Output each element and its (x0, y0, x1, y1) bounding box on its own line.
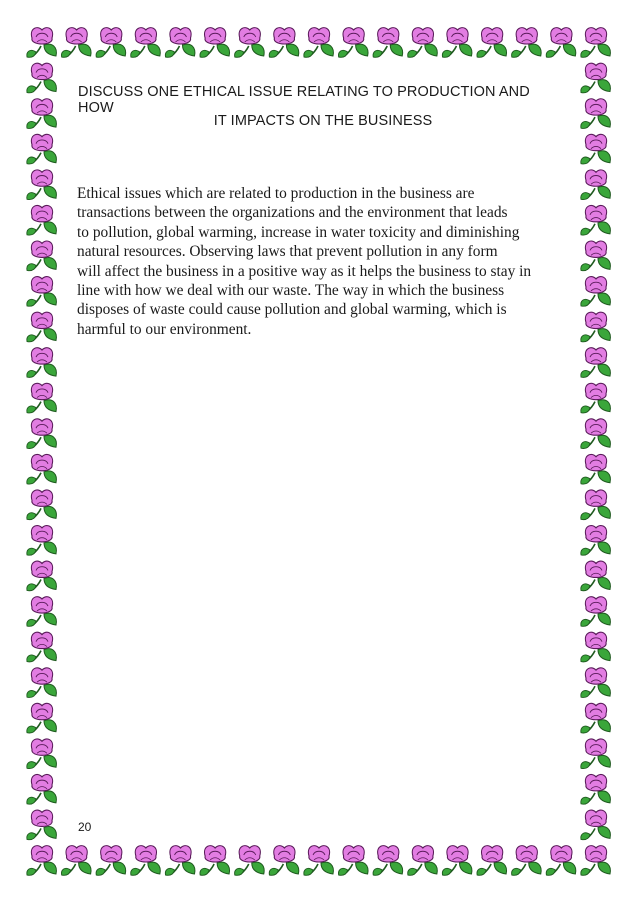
rose-icon (27, 810, 57, 840)
rose-icon (27, 490, 57, 520)
paragraph-line: Ethical issues which are related to production in the business are (77, 185, 475, 202)
rose-icon (581, 170, 611, 200)
rose-icon (581, 597, 611, 627)
paragraph-line: will affect the business in a positive way as it helps the business to stay in (77, 262, 532, 280)
rose-icon (27, 170, 57, 200)
rose-icon (27, 383, 57, 413)
paragraph-line: natural resources. Observing laws that prevent pollution in any form (77, 243, 498, 261)
paragraph-line: harmful to our environment. (77, 320, 252, 338)
rose-icon (581, 419, 611, 449)
rose-icon (581, 490, 611, 520)
rose-icon (581, 99, 611, 129)
rose-icon (581, 134, 611, 164)
paragraph-line: disposes of waste could cause pollution and global warming, which is (77, 301, 507, 319)
rose-icon (581, 277, 611, 307)
rose-icon (27, 454, 57, 484)
rose-icon (581, 383, 611, 413)
rose-icon (27, 739, 57, 769)
heading-line-1: DISCUSS ONE ETHICAL ISSUE RELATING TO PRODUCTION AND HOW (78, 84, 530, 116)
rose-icon (581, 739, 611, 769)
rose-icon (27, 526, 57, 556)
rose-icon (165, 28, 195, 58)
rose-icon (477, 28, 507, 58)
rose-icon (200, 846, 230, 876)
rose-icon (27, 63, 57, 93)
rose-icon (27, 348, 57, 378)
rose-icon (581, 312, 611, 342)
rose-icon (546, 846, 576, 876)
rose-icon (442, 846, 472, 876)
rose-icon (27, 668, 57, 698)
paragraph-line: line with how we deal with our waste. The way in which the business (77, 282, 505, 300)
rose-icon (131, 28, 161, 58)
rose-icon (581, 846, 611, 876)
rose-icon (442, 28, 472, 58)
rose-icon (27, 632, 57, 662)
rose-icon (269, 846, 299, 876)
rose-icon (477, 846, 507, 876)
rose-icon (27, 99, 57, 129)
rose-icon (27, 134, 57, 164)
rose-icon (27, 205, 57, 235)
rose-icon (581, 63, 611, 93)
rose-icon (27, 561, 57, 591)
paragraph-line: to pollution, global warming, increase in water toxicity and diminishing (77, 223, 520, 241)
rose-icon (27, 28, 57, 58)
rose-icon (373, 846, 403, 876)
rose-icon (131, 846, 161, 876)
rose-icon (408, 28, 438, 58)
rose-icon (581, 28, 611, 58)
rose-icon (27, 419, 57, 449)
rose-icon (27, 703, 57, 733)
rose-icon (373, 28, 403, 58)
heading-line-2: IT IMPACTS ON THE BUSINESS (213, 113, 433, 129)
rose-icon (581, 454, 611, 484)
rose-icon (96, 846, 126, 876)
rose-icon (581, 668, 611, 698)
rose-icon (581, 348, 611, 378)
rose-icon (27, 241, 57, 271)
rose-icon (581, 632, 611, 662)
rose-icon (581, 774, 611, 804)
rose-icon (512, 846, 542, 876)
rose-icon (512, 28, 542, 58)
rose-icon (235, 28, 265, 58)
rose-icon (581, 561, 611, 591)
rose-icon (27, 597, 57, 627)
rose-icon (61, 846, 91, 876)
rose-icon (27, 277, 57, 307)
rose-icon (304, 846, 334, 876)
rose-icon (96, 28, 126, 58)
rose-icon (165, 846, 195, 876)
rose-icon (27, 312, 57, 342)
body-paragraph (77, 184, 567, 339)
rose-icon (304, 28, 334, 58)
rose-icon (581, 205, 611, 235)
rose-icon (235, 846, 265, 876)
rose-icon (581, 703, 611, 733)
rose-icon (27, 774, 57, 804)
rose-icon (408, 846, 438, 876)
rose-icon (200, 28, 230, 58)
rose-icon (269, 28, 299, 58)
rose-icon (27, 846, 57, 876)
rose-icon (546, 28, 576, 58)
paragraph-line: transactions between the organizations and the environment that leads (77, 204, 508, 222)
rose-icon (581, 810, 611, 840)
rose-icon (581, 241, 611, 271)
page-number: 20 (78, 820, 92, 834)
rose-icon (581, 526, 611, 556)
rose-icon (338, 28, 368, 58)
rose-icon (61, 28, 91, 58)
rose-icon (338, 846, 368, 876)
